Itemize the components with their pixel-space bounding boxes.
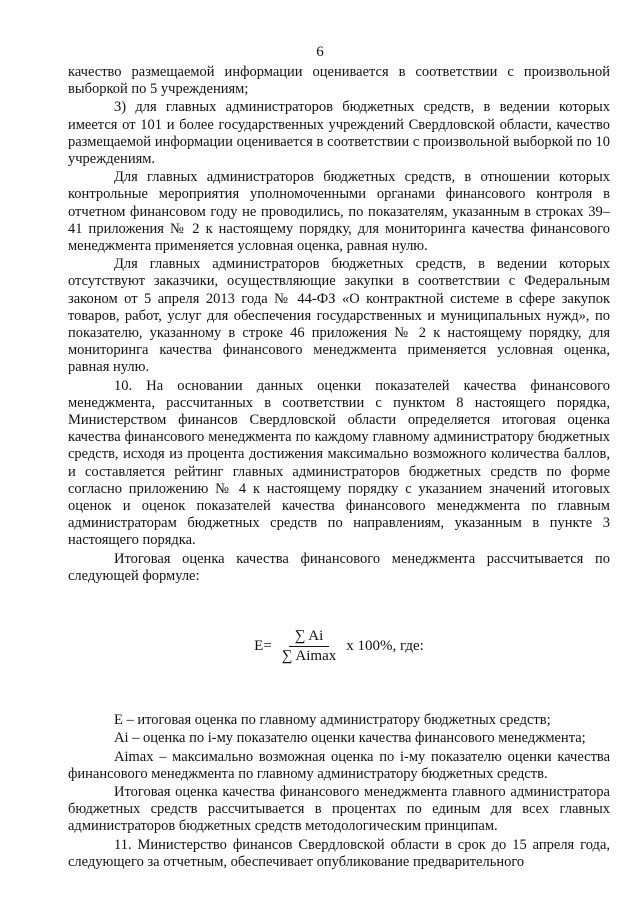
paragraph: Итоговая оценка качества финансового менеджмента главного администратора бюджетных средств рассчитывается в процентах по единым для всех главных администраторов бюджетных средств методологическим принципам. [68, 783, 610, 835]
paragraph: 11. Министерство финансов Свердловской области в срок до 15 апреля года, следующего за отчетным, обеспечивает опубликование предварительного [68, 836, 610, 870]
formula-denominator: ∑ Aimax [281, 647, 337, 664]
paragraph: E – итоговая оценка по главному администратору бюджетных средств; [114, 712, 551, 729]
paragraph: 3) для главных администраторов бюджетных средств, в ведении которых имеется от 101 и более государственных учреждений Свердловской области, качество размещаемой информации оценивается в соответствии с произвольной выборкой по 10 учреждениям. [68, 99, 610, 168]
paragraph: Для главных администраторов бюджетных средств, в ведении которых отсутствуют заказчики, осуществляющие закупки в соответствии с Федеральным законом от 5 апреля 2013 года № 44-ФЗ «О контрактной системе в сфере закупок товаров, работ, услуг для обеспечения государственных и муниципальных нужд», по показателю, указанному в строке 46 приложения № 2 к настоящему порядку, для мониторинга качества финансового менеджмента применяется условная оценка, равная нулю. [68, 256, 610, 376]
formula-suffix: x 100%, где: [346, 637, 424, 654]
page-number: 6 [316, 44, 324, 60]
paragraph: Ai – оценка по i-му показателю оценки качества финансового менеджмента; [114, 730, 586, 747]
paragraph: 10. На основании данных оценки показателей качества финансового менеджмента, рассчитанных в соответствии с пунктом 8 настоящего порядка, Министерством финансов Свердловской области определяется итоговая оценка качества финансового менеджмента по каждому главному администратору бюджетных средств, исходя из процента достижения максимально возможного количества баллов, и составляется рейтинг главных администраторов бюджетных средств по форме согласно приложению № 4 к настоящему порядку с указанием значений итоговых оценок и оценок показателей качества финансового менеджмента по главным администраторам бюджетных средств по направлениям, указанным в пункте 3 настоящего порядка. [68, 377, 610, 549]
paragraph: Итоговая оценка качества финансового менеджмента рассчитывается по следующей формуле: [68, 550, 610, 584]
paragraph: качество размещаемой информации оценивается в соответствии с произвольной выборкой по 5 учреждениям; [68, 64, 610, 98]
formula-numerator: ∑ Ai [289, 628, 330, 647]
formula-fraction [276, 628, 342, 665]
paragraph: Aimax – максимально возможная оценка по i-му показателю оценки качества финансового менеджмента по главному администратору бюджетных средств. [68, 748, 610, 782]
document-body [68, 64, 610, 872]
formula-lhs: E= [254, 637, 272, 654]
formula [68, 626, 610, 666]
paragraph: Для главных администраторов бюджетных средств, в отношении которых контрольные мероприятия уполномоченными органами финансового контроля в отчетном финансовом году не проводились, по показателям, указанным в строках 39–41 приложения № 2 к настоящему порядку, для мониторинга качества финансового менеджмента применяется условная оценка, равная нулю. [68, 169, 610, 255]
